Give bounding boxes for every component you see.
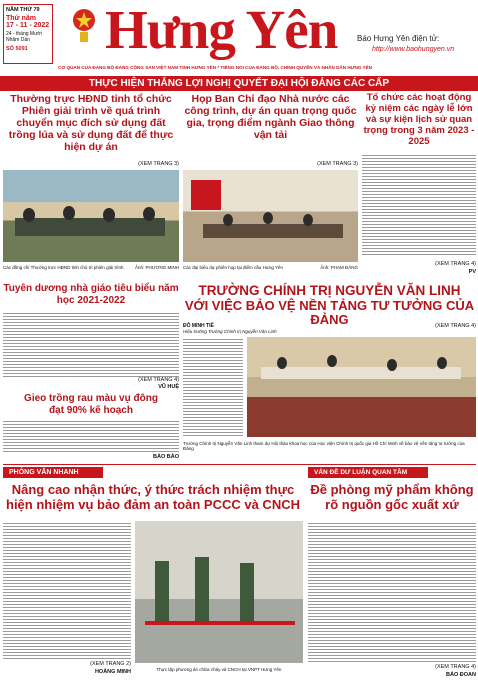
masthead-tagline: CƠ QUAN CỦA ĐẢNG BỘ ĐẢNG CỘNG SẢN VIỆT NAM TỈNH HƯNG YÊN * TIẾNG NÓI CỦA ĐẢNG BỘ, CHÍNH QUYỀN VÀ NHÂN DÂN HƯNG YÊN: [58, 65, 372, 70]
photo-meeting: [183, 170, 358, 262]
article-body: [3, 311, 179, 377]
kicker-label: [308, 467, 428, 478]
photo-credit: Ảnh: PHẠM ĐĂNG: [320, 265, 358, 270]
article-body: [362, 153, 476, 257]
article-national-projects[interactable]: [183, 93, 358, 279]
kicker-text: PHỎNG VẤN NHANH: [9, 469, 79, 476]
article-body: [183, 337, 243, 437]
website-link[interactable]: http://www.baohungyen.vn: [372, 46, 455, 53]
issue-serial: SỐ 5091: [6, 46, 28, 52]
issue-box: [3, 4, 53, 64]
party-emblem-icon: [70, 8, 98, 44]
article-title: Tuyên dương nhà giáo tiêu biểu năm học 2021-2022: [3, 283, 179, 306]
section-banner: [0, 76, 478, 91]
article-continue: (XEM TRANG 4): [138, 377, 179, 383]
photo-caption: Các đại biểu dự phiên họp tại điểm cầu Hưng Yên: [183, 265, 284, 270]
article-title: Nâng cao nhận thức, ý thức trách nhiệm thực hiện nhiệm vụ bảo đảm an toàn PCCC và CNCH: [6, 482, 300, 512]
article-continue: (XEM TRANG 3): [317, 161, 358, 167]
photo-fire-drill: [135, 521, 303, 663]
photo-caption: Thực tập phương án chữa cháy và CNCH tại VNPT Hưng Yên: [156, 667, 282, 672]
article-byline: ĐỖ MINH TIẾ: [183, 323, 214, 329]
article-anniversaries[interactable]: [362, 93, 476, 279]
article-continue: (XEM TRANG 4): [435, 664, 476, 670]
article-body: [308, 521, 476, 663]
photo-hdnd-session: [3, 170, 179, 262]
article-title: Thường trực HĐND tỉnh tổ chức Phiên giải trình về quá trình chuyển mục đích sử dụng đất trồng lúa và sử dụng đất để thực hiện dự án: [8, 93, 174, 154]
masthead: [0, 0, 478, 74]
kicker-label: [3, 467, 103, 478]
article-political-school[interactable]: [183, 283, 476, 461]
photo-conference: [247, 337, 476, 437]
issue-number: NĂM THỨ 79: [6, 7, 40, 13]
article-title: Họp Ban Chỉ đạo Nhà nước các công trình, dự án quan trọng quốc gia, trọng điểm ngành Giao thông vận tải: [184, 93, 357, 142]
article-cosmetics[interactable]: [308, 467, 476, 683]
article-winter-crops[interactable]: [3, 393, 179, 461]
article-author: VŨ HUỆ: [158, 384, 179, 390]
date: 17 - 11 - 2022: [6, 22, 50, 29]
article-title: Đề phòng mỹ phẩm không rõ nguồn gốc xuất xứ: [310, 482, 474, 512]
section-banner-text: THỰC HIỆN THẮNG LỢI NGHỊ QUYẾT ĐẠI HỘI ĐẢNG CÁC CẤP: [88, 78, 390, 89]
divider: [3, 464, 476, 465]
photo-caption: Các đồng chí Thường trực HĐND tỉnh chủ trì phiên giải trình: [3, 265, 124, 270]
article-fire-safety[interactable]: [3, 467, 303, 683]
article-title-line-2: VỚI VIỆC BẢO VỆ NỀN TẢNG TƯ TƯỞNG CỦA ĐẢNG: [184, 297, 475, 328]
kicker-text: VẤN ĐỀ DƯ LUẬN QUAN TÂM: [314, 469, 408, 476]
article-continue: (XEM TRANG 4): [435, 261, 476, 267]
article-author: HOÀNG MINH: [94, 669, 131, 675]
article-author: BẢO ĐOAN: [446, 672, 476, 678]
lunar-date-2: Nhâm Dần: [6, 37, 30, 43]
weekday: Thứ năm: [6, 15, 36, 22]
lunar-date-1: 24 - tháng Mười: [6, 31, 42, 37]
article-byline-role: Hiệu trưởng Trường Chính trị Nguyễn Văn Linh: [183, 329, 277, 334]
newspaper-title: Hưng Yên: [105, 0, 338, 60]
article-body: [3, 521, 131, 661]
article-author: PV: [468, 269, 476, 275]
article-continue: (XEM TRANG 2): [90, 661, 131, 667]
article-title: Gieo trồng rau màu vụ đông đạt 90% kế hoạch: [24, 393, 158, 416]
article-continue: (XEM TRANG 3): [138, 161, 179, 167]
article-body: [3, 419, 179, 453]
article-title-line-1: TRƯỜNG CHÍNH TRỊ NGUYỄN VĂN LINH: [198, 283, 461, 298]
article-author: BẢO BẢO: [153, 454, 179, 460]
photo-credit: Ảnh: PHƯƠNG MINH: [135, 265, 179, 270]
article-continue: (XEM TRANG 4): [435, 323, 476, 329]
edition-label: Báo Hưng Yên điện tử:: [357, 34, 440, 43]
article-teachers[interactable]: [3, 283, 179, 391]
article-title: Tổ chức các hoạt động kỷ niệm các ngày lễ lớn và sự kiện lịch sử quan trọng trong 3 năm 2023 - 2025: [363, 92, 475, 147]
article-hdnd[interactable]: [3, 93, 179, 279]
photo-caption: Trường Chính trị Nguyễn Văn Linh tham dự Hội thảo khoa học của Học viện Chính trị quốc gia Hồ Chí Minh về bảo vệ nền tảng tư tưởng của Đảng: [183, 441, 465, 452]
